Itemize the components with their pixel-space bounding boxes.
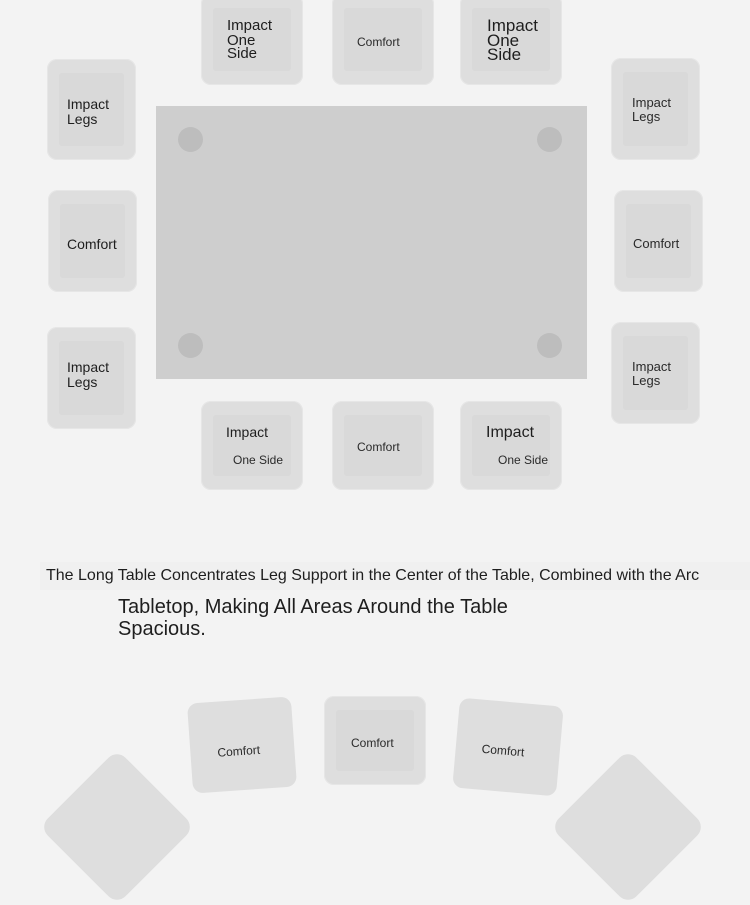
seat-label: Comfort <box>357 35 400 49</box>
long-table <box>156 106 587 379</box>
seat-label: Legs <box>67 111 98 127</box>
seat-label: Impact <box>632 359 672 374</box>
seat-label: One Side <box>233 453 284 467</box>
seat-label: Comfort <box>216 742 261 760</box>
seat-bottom-left <box>201 401 303 490</box>
seat-top-right <box>460 0 562 85</box>
seat-left-bottom <box>47 327 136 429</box>
table-leg-bottom-left <box>178 333 203 358</box>
seat-label: One <box>227 32 256 49</box>
caption-line-3: Spacious. <box>118 618 206 640</box>
table-leg-top-left <box>178 127 203 152</box>
seat-label: Comfort <box>481 741 525 760</box>
seat-label: Impact <box>487 16 539 35</box>
seat-bottom-right <box>460 401 562 490</box>
seat-arc-far-right <box>550 749 706 905</box>
seat-arc-right <box>452 698 563 797</box>
seat-arc-left <box>187 696 297 793</box>
caption-body <box>118 596 618 640</box>
seat-right-top <box>611 58 700 160</box>
seat-label: Comfort <box>351 736 394 750</box>
seat-label: Side <box>227 45 258 62</box>
seat-label: Comfort <box>357 440 400 454</box>
seat-label: Impact <box>632 95 672 110</box>
seat-right-bottom <box>611 322 700 424</box>
caption-line-2: Tabletop, Making All Areas Around the Table <box>118 596 508 618</box>
table-leg-top-right <box>537 127 562 152</box>
seat-label: Impact <box>227 17 273 34</box>
seat-top-center <box>332 0 434 85</box>
seat-label: Impact <box>67 96 110 112</box>
seat-right-middle <box>614 190 703 292</box>
seat-label: Legs <box>632 373 661 388</box>
seat-label: Impact <box>226 424 269 440</box>
seat-arc-far-left <box>39 749 195 905</box>
seat-label: Legs <box>67 374 98 390</box>
seat-label: Side <box>487 45 522 64</box>
seat-label: Legs <box>632 109 661 124</box>
table-leg-bottom-right <box>537 333 562 358</box>
seat-top-left <box>201 0 303 85</box>
seat-label: One Side <box>498 453 549 467</box>
seat-bottom-center <box>332 401 434 490</box>
seat-label: Impact <box>486 424 535 441</box>
caption-line-1: The Long Table Concentrates Leg Support in the Center of the Table, Combined with the Arc <box>40 562 750 590</box>
seat-label: Impact <box>67 359 110 375</box>
seat-left-top <box>47 59 136 160</box>
seat-left-middle <box>48 190 137 292</box>
seat-label: Comfort <box>633 236 680 251</box>
seat-arc-center <box>324 696 426 785</box>
seat-label: Comfort <box>67 236 117 252</box>
seat-label: One <box>487 31 520 50</box>
